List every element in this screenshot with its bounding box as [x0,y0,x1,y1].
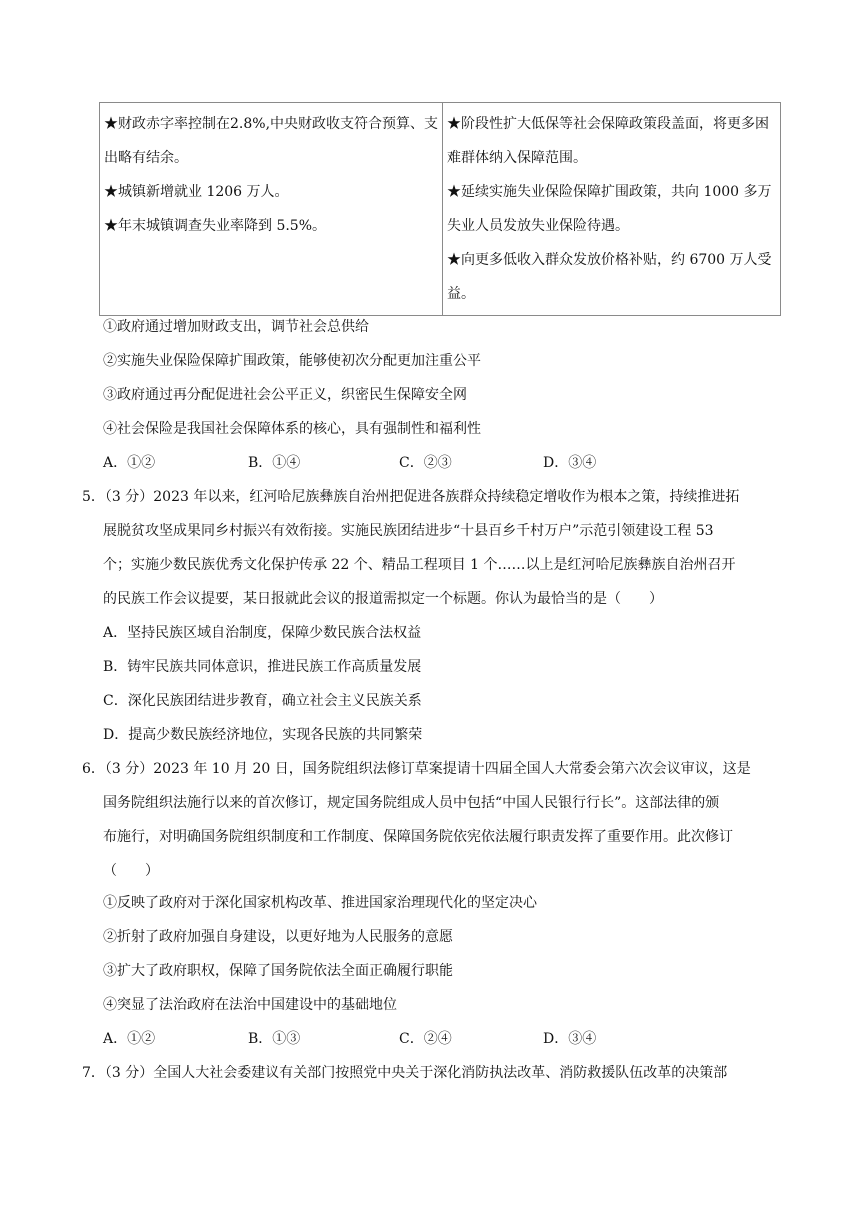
q4-option-c: C．②③ [399,455,452,471]
info-table [99,102,781,316]
q6-stem-line-3: 布施行，对明确国务院组织制度和工作制度、保障国务院依宪依法履行职责发挥了重要作用。此次修订 [103,829,733,845]
q4-statement-3: ③政府通过再分配促进社会公平正义，织密民生保障安全网 [103,387,467,403]
table-right-item-1: ★阶段性扩大低保等社会保障政策段盖面，将更多困难群体纳入保障范围。 [447,116,769,166]
table-right-item-3: ★向更多低收入群众发放价格补贴，约 6700 万人受益。 [447,252,772,302]
q5-option-a: A．坚持民族区域自治制度，保障少数民族合法权益 [103,625,422,641]
q7-stem-line-1: 7．（3 分）全国人大社会委建议有关部门按照党中央关于深化消防执法改革、消防救援队伍改革的决策部 [82,1065,728,1081]
table-left-item-1: ★财政赤字率控制在2.8%,中央财政收支符合预算、支出略有结余。 [104,116,439,166]
q6-statement-4: ④突显了法治政府在法治中国建设中的基础地位 [103,997,397,1013]
q5-stem-line-1: 5．（3 分）2023 年以来，红河哈尼族彝族自治州把促进各族群众持续稳定增收作为根本之策，持续推进拓 [82,489,740,505]
table-right-item-2: ★延续实施失业保险保障扩围政策，共向 1000 多万失业人员发放失业保险待遇。 [447,184,772,234]
table-left-cell [100,103,443,316]
q6-stem-line-1: 6．（3 分）2023 年 10 月 20 日，国务院组织法修订草案提请十四届全国人大常委会第六次会议审议，这是 [82,761,751,777]
q6-option-c: C．②④ [399,1031,452,1047]
q6-statement-3: ③扩大了政府职权，保障了国务院依法全面正确履行职能 [103,963,453,979]
q6-option-d: D．③④ [543,1031,597,1047]
q6-statement-1: ①反映了政府对于深化国家机构改革、推进国家治理现代化的坚定决心 [103,895,537,911]
q5-option-d: D．提高少数民族经济地位，实现各民族的共同繁荣 [103,727,423,743]
q6-stem-line-2: 国务院组织法施行以来的首次修订，规定国务院组成人员中包括“中国人民银行行长”。这部法律的颁 [103,795,720,811]
q5-option-c: C．深化民族团结进步教育，确立社会主义民族关系 [103,693,422,709]
table-left-item-3: ★年末城镇调查失业率降到 5.5%。 [104,218,327,234]
q4-statement-1: ①政府通过增加财政支出，调节社会总供给 [103,319,369,335]
q5-stem-line-4: 的民族工作会议提要，某日报就此会议的报道需拟定一个标题。你认为最恰当的是（ ） [103,591,663,607]
table-right-cell [443,103,781,316]
q6-option-a: A．①② [103,1031,156,1047]
q6-option-b: B．①③ [248,1031,301,1047]
q6-statement-2: ②折射了政府加强自身建设，以更好地为人民服务的意愿 [103,929,453,945]
q5-stem-line-3: 个；实施少数民族优秀文化保护传承 22 个、精品工程项目 1 个……以上是红河哈尼族彝族自治州召开 [103,557,736,573]
q4-option-d: D．③④ [543,455,597,471]
table-row [100,103,781,316]
q6-stem-line-4: （ ） [103,863,159,879]
q4-statement-4: ④社会保险是我国社会保障体系的核心，具有强制性和福利性 [103,421,481,437]
q5-stem-line-2: 展脱贫攻坚成果同乡村振兴有效衔接。实施民族团结进步“十县百乡千村万户”示范引领建设工程 53 [103,523,714,539]
q5-option-b: B．铸牢民族共同体意识，推进民族工作高质量发展 [103,659,422,675]
q4-option-b: B．①④ [248,455,301,471]
q4-option-a: A．①② [103,455,156,471]
table-left-item-2: ★城镇新增就业 1206 万人。 [104,184,289,200]
q4-statement-2: ②实施失业保险保障扩围政策，能够使初次分配更加注重公平 [103,353,481,369]
